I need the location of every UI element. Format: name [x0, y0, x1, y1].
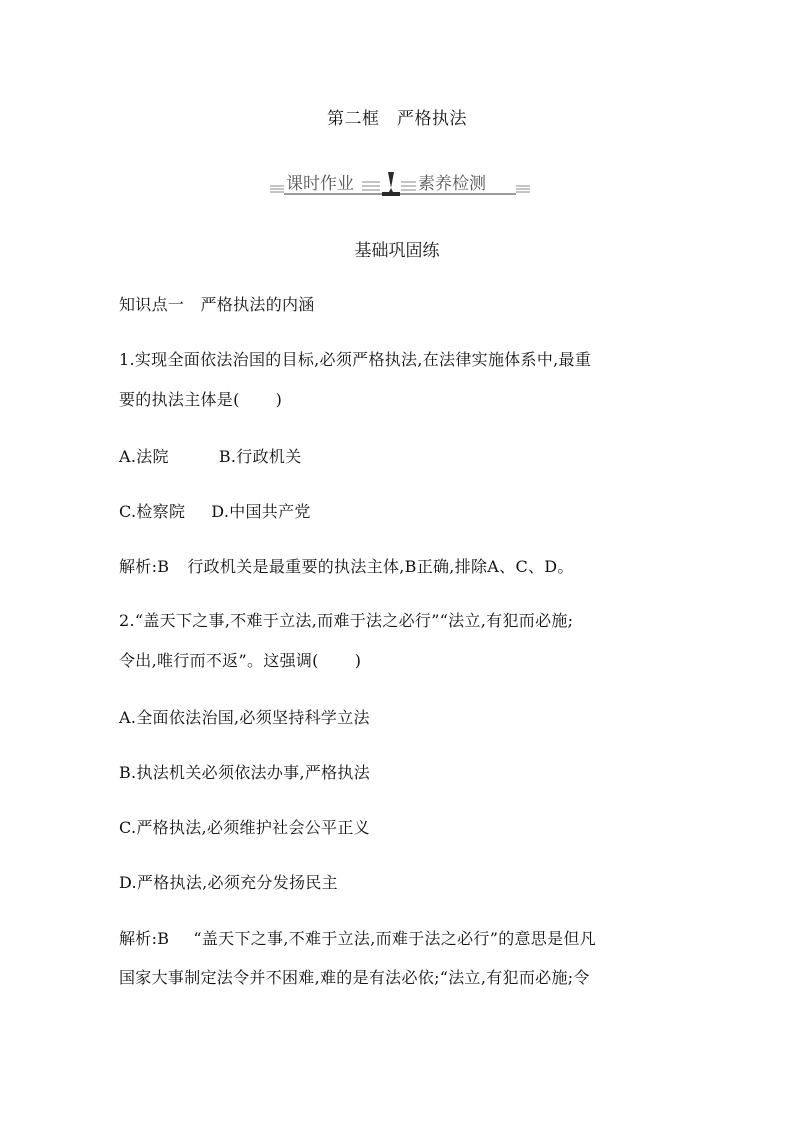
q1-analysis-label: 解析:B	[119, 557, 170, 576]
q2-option-d: D.严格执法,必须充分发扬民主	[119, 873, 338, 892]
q1-stem-line-2	[119, 387, 679, 410]
q1-stem-text: 要的执法主体是(	[119, 390, 240, 409]
fountain-pen-icon	[382, 172, 400, 196]
q2-paren-close: )	[354, 651, 362, 670]
q1-stem-line-1: 1.实现全面依法治国的目标,必须严格执法,在法律实施体系中,最重	[119, 350, 592, 369]
q1-option-d: D.中国共产党	[211, 502, 311, 521]
banner-left-text: 课时作业	[286, 174, 354, 194]
q1-option-c: C.检察院	[119, 502, 186, 521]
q2-stem-text: 令出,唯行而不返”。这强调(	[119, 651, 319, 670]
q1-option-b: B.行政机关	[218, 447, 302, 466]
q2-option-b: B.执法机关必须依法办事,严格执法	[119, 763, 371, 782]
q2-analysis-line-2: 国家大事制定法令并不困难,难的是有法必依;“法立,有犯而必施;令	[119, 968, 590, 987]
q2-option-a: A.全面依法治国,必须坚持科学立法	[119, 708, 370, 727]
q2-option-c: C.严格执法,必须维护社会公平正义	[119, 818, 370, 837]
q1-analysis-text: 行政机关是最重要的执法主体,B正确,排除A、C、D。	[187, 557, 574, 576]
q1-paren-close: )	[275, 390, 283, 409]
q2-analysis-text-1: “盖天下之事,不难于立法,而难于法之必行”的意思是但凡	[193, 929, 596, 948]
homework-banner	[270, 168, 530, 198]
q2-stem-line-1: 2.“盖天下之事,不难于立法,而难于法之必行”“法立,有犯而必施;	[119, 611, 574, 630]
q1-options-row-2	[119, 499, 679, 522]
page-title: 第二框 严格执法	[327, 109, 467, 129]
q2-analysis-line-1	[119, 926, 679, 949]
knowledge-point-heading: 知识点一 严格执法的内涵	[119, 295, 315, 314]
section-heading: 基础巩固练	[354, 241, 440, 261]
banner-right-text: 素养检测	[418, 174, 486, 194]
q1-options-row-1	[119, 444, 679, 467]
q1-analysis	[119, 554, 679, 577]
q1-option-a: A.法院	[119, 447, 169, 466]
q2-stem-line-2	[119, 648, 679, 671]
q2-analysis-label: 解析:B	[119, 929, 170, 948]
